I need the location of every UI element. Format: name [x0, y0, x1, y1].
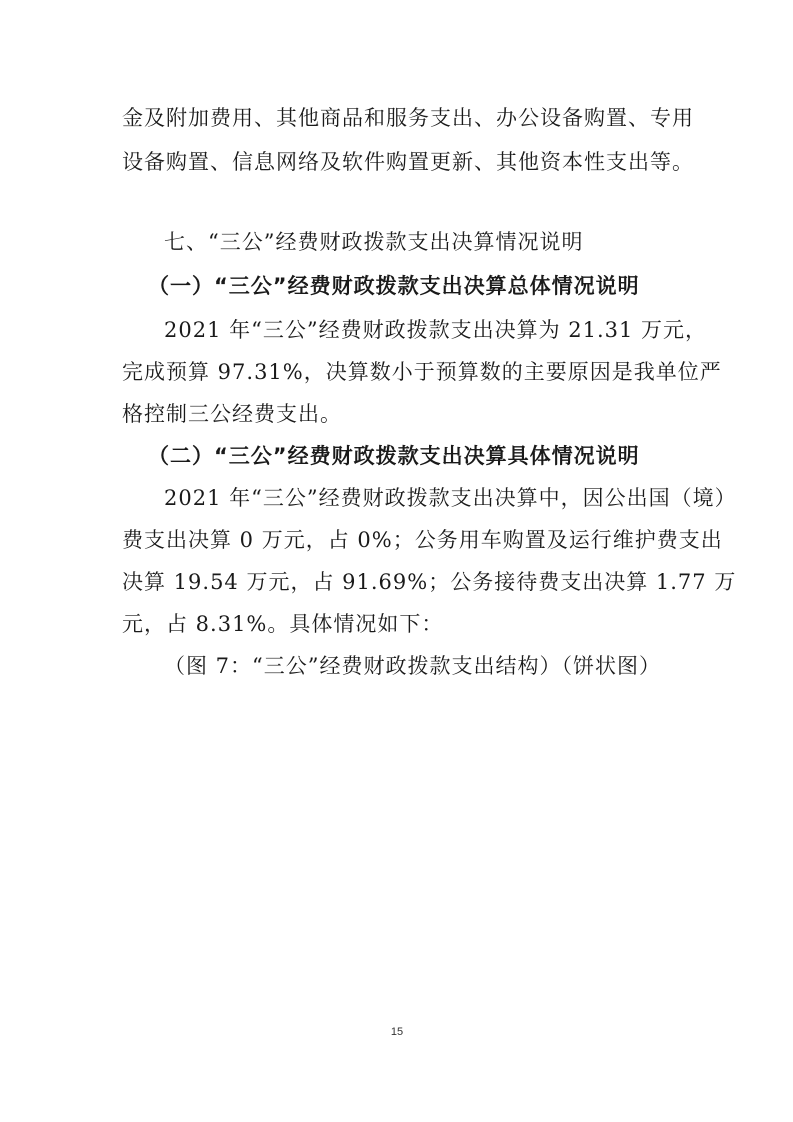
- subsection-2-line-3: 决算 19.54 万元，占 91.69%；公务接待费支出决算 1.77 万: [122, 570, 737, 594]
- page-number: 15: [390, 1026, 404, 1038]
- figure-caption: （图 7：“三公”经费财政拨款支出结构）（饼状图）: [164, 654, 662, 678]
- subsection-1-line-2: 完成预算 97.31%，决算数小于预算数的主要原因是我单位严: [122, 360, 722, 384]
- section-7-heading: 七、“三公”经费财政拨款支出决算情况说明: [164, 230, 584, 254]
- subsection-1-heading: （一）“三公”经费财政拨款支出决算总体情况说明: [148, 274, 640, 298]
- subsection-2-line-4: 元，占 8.31%。具体情况如下：: [122, 612, 444, 636]
- subsection-1-line-3: 格控制三公经费支出。: [122, 402, 342, 426]
- intro-line-1: 金及附加费用、其他商品和服务支出、办公设备购置、专用: [122, 106, 694, 130]
- subsection-2-line-2: 费支出决算 0 万元，占 0%；公务用车购置及运行维护费支出: [122, 528, 723, 552]
- subsection-2-line-1: 2021 年“三公”经费财政拨款支出决算中，因公出国（境）: [164, 486, 737, 510]
- intro-line-2: 设备购置、信息网络及软件购置更新、其他资本性支出等。: [122, 150, 694, 174]
- subsection-2-heading: （二）“三公”经费财政拨款支出决算具体情况说明: [148, 444, 640, 468]
- subsection-1-line-1: 2021 年“三公”经费财政拨款支出决算为 21.31 万元，: [164, 318, 708, 342]
